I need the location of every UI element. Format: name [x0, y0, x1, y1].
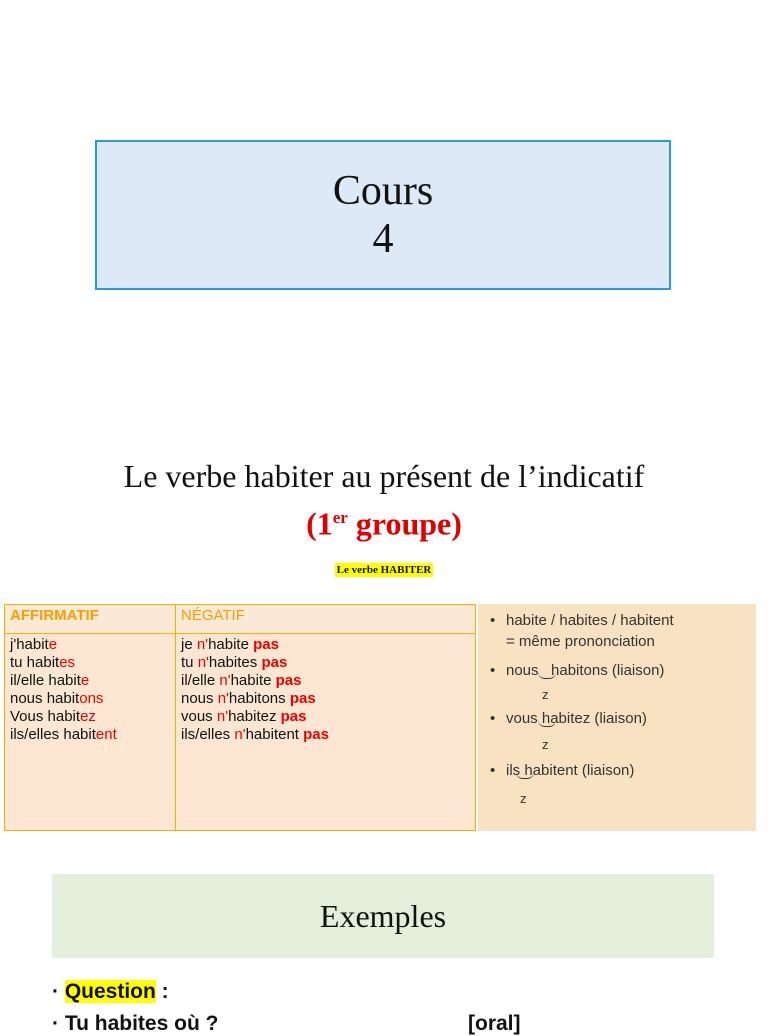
note-ils-liaison: • ils habitent (liaison) z: [488, 760, 750, 808]
negatif-row: ils/elles n'habitent pas: [181, 726, 329, 743]
course-title-line2: 4: [372, 216, 394, 262]
lesson-subheading: (1er groupe): [306, 505, 462, 542]
pronunciation-notes: [478, 604, 756, 831]
note-nous-liaison: • nous habitons (liaison) z: [488, 660, 750, 708]
lesson-heading: Le verbe habiter au présent de l’indicatif: [123, 458, 645, 494]
liaison-z: z: [520, 791, 527, 806]
liaison-z: z: [542, 687, 549, 702]
verb-label: Le verbe HABITER: [336, 564, 432, 576]
header-negatif: NÉGATIF: [176, 605, 476, 634]
question-label: Question: [64, 980, 156, 1003]
affirmatif-row: Vous habitez: [10, 708, 96, 725]
conjugation-table: [4, 604, 476, 831]
negatif-row: vous n'habitez pas: [181, 708, 307, 725]
negatif-row: il/elle n'habite pas: [181, 672, 302, 689]
course-title-box: [95, 140, 671, 290]
example-question: · Tu habites où ?: [52, 1012, 219, 1035]
affirmatif-row: tu habites: [10, 654, 76, 671]
example-oral-tag: [oral]: [468, 1012, 521, 1035]
example-line: [52, 1012, 752, 1036]
header-affirmatif: AFFIRMATIF: [5, 605, 176, 634]
affirmatif-row: j'habite: [10, 636, 58, 653]
note-vous-liaison: • vous habitez (liaison) z: [488, 708, 750, 760]
examples-title: Exemples: [319, 897, 447, 934]
affirmatif-row: il/elle habite: [10, 672, 90, 689]
examples-title-box: [52, 874, 714, 958]
negatif-row: tu n'habites pas: [181, 654, 288, 671]
affirmatif-column: [5, 634, 176, 831]
note-same-pronunciation: • habite / habites / habitent = même prononciation: [488, 610, 750, 652]
affirmatif-row: ils/elles habitent: [10, 726, 117, 743]
negatif-row: nous n'habitons pas: [181, 690, 316, 707]
affirmatif-row: nous habitons: [10, 690, 104, 707]
course-title-line1: Cours: [332, 168, 434, 214]
liaison-z: z: [542, 737, 549, 752]
negatif-column: [176, 634, 476, 831]
question-line: · Question :: [52, 980, 169, 1003]
negatif-row: je n'habite pas: [181, 636, 279, 653]
